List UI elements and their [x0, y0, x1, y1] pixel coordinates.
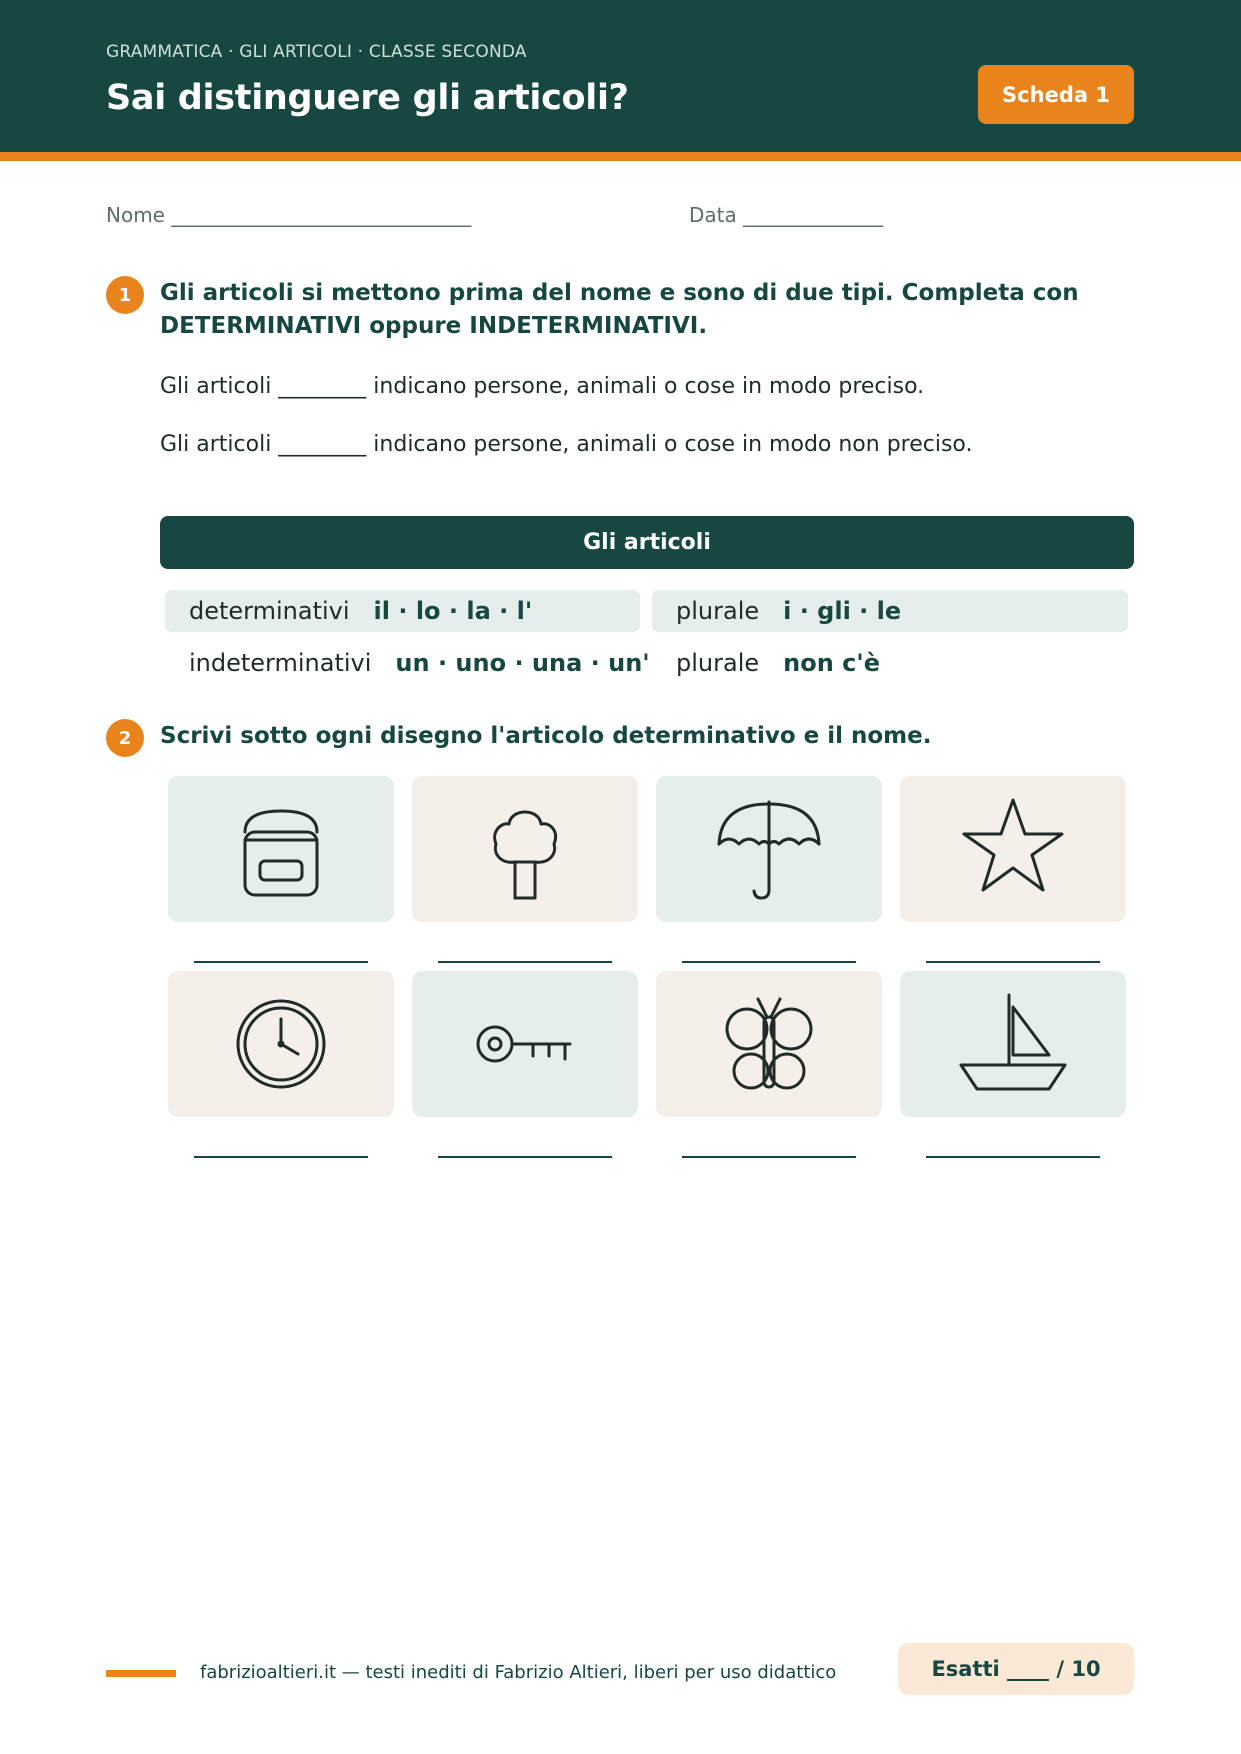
worksheet-badge: Scheda 1 [978, 65, 1134, 124]
picture-tile [168, 971, 394, 1117]
table-label: plurale [676, 649, 760, 677]
name-blank[interactable]: ______________________________ [171, 203, 472, 227]
articles-table-title: Gli articoli [160, 516, 1134, 569]
picture-tile [900, 971, 1126, 1117]
picture-tile [168, 776, 394, 922]
picture-tile [656, 776, 882, 922]
picture-tile [656, 971, 882, 1117]
answer-line[interactable] [926, 961, 1100, 963]
answer-line[interactable] [438, 961, 612, 963]
umbrella-icon [709, 794, 829, 904]
table-value: non c'è [783, 649, 880, 677]
table-label: determinativi [189, 597, 350, 625]
clock-icon [221, 989, 341, 1099]
answer-line[interactable] [438, 1156, 612, 1158]
question-2-text: Scrivi sotto ogni disegno l'articolo determinativo e il nome. [160, 723, 932, 749]
table-label: plurale [676, 597, 760, 625]
footer-credit: fabrizioaltieri.it — testi inediti di Fabrizio Altieri, liberi per uso didattico [200, 1662, 837, 1683]
table-cell-plurale-determinativi [652, 590, 1128, 632]
backpack-icon [221, 794, 341, 904]
date-blank[interactable]: ______________ [743, 203, 884, 227]
table-label: indeterminativi [189, 649, 372, 677]
table-value: il · lo · la · l' [373, 597, 533, 625]
answer-line[interactable] [682, 961, 856, 963]
footer-accent-bar [106, 1670, 176, 1677]
picture-tile [412, 776, 638, 922]
question-1-line-2[interactable]: Gli articoli ________ indicano persone, animali o cose in modo non preciso. [160, 432, 973, 457]
name-date-fields [106, 203, 884, 227]
score-box[interactable]: Esatti ____ / 10 [898, 1643, 1134, 1695]
picture-tile [412, 971, 638, 1117]
question-1-number: 1 [106, 276, 144, 314]
answer-line[interactable] [682, 1156, 856, 1158]
date-label: Data [689, 203, 737, 227]
table-cell-determinativi [165, 590, 640, 632]
tree-icon [465, 794, 585, 904]
header-kicker: GRAMMATICA · GLI ARTICOLI · CLASSE SECONDA [106, 42, 527, 62]
page-title: Sai distinguere gli articoli? [106, 78, 629, 118]
answer-line[interactable] [194, 1156, 368, 1158]
table-value: un · uno · una · un' [395, 649, 650, 677]
picture-tile [900, 776, 1126, 922]
key-icon [465, 989, 585, 1099]
question-1-line-1[interactable]: Gli articoli ________ indicano persone, animali o cose in modo preciso. [160, 374, 925, 399]
butterfly-icon [709, 989, 829, 1099]
answer-line[interactable] [194, 961, 368, 963]
table-cell-indeterminativi [165, 642, 650, 684]
question-2-number: 2 [106, 719, 144, 757]
header-accent-stripe [0, 152, 1241, 161]
sailboat-icon [953, 989, 1073, 1099]
star-icon [953, 794, 1073, 904]
answer-line[interactable] [926, 1156, 1100, 1158]
question-1-text: Gli articoli si mettono prima del nome e sono di due tipi. Completa con DETERMINATIVI oppure INDETERMINATIVI. [160, 280, 1079, 339]
table-value: i · gli · le [783, 597, 902, 625]
table-cell-plurale-indeterminativi [652, 642, 1128, 684]
name-label: Nome [106, 203, 165, 227]
